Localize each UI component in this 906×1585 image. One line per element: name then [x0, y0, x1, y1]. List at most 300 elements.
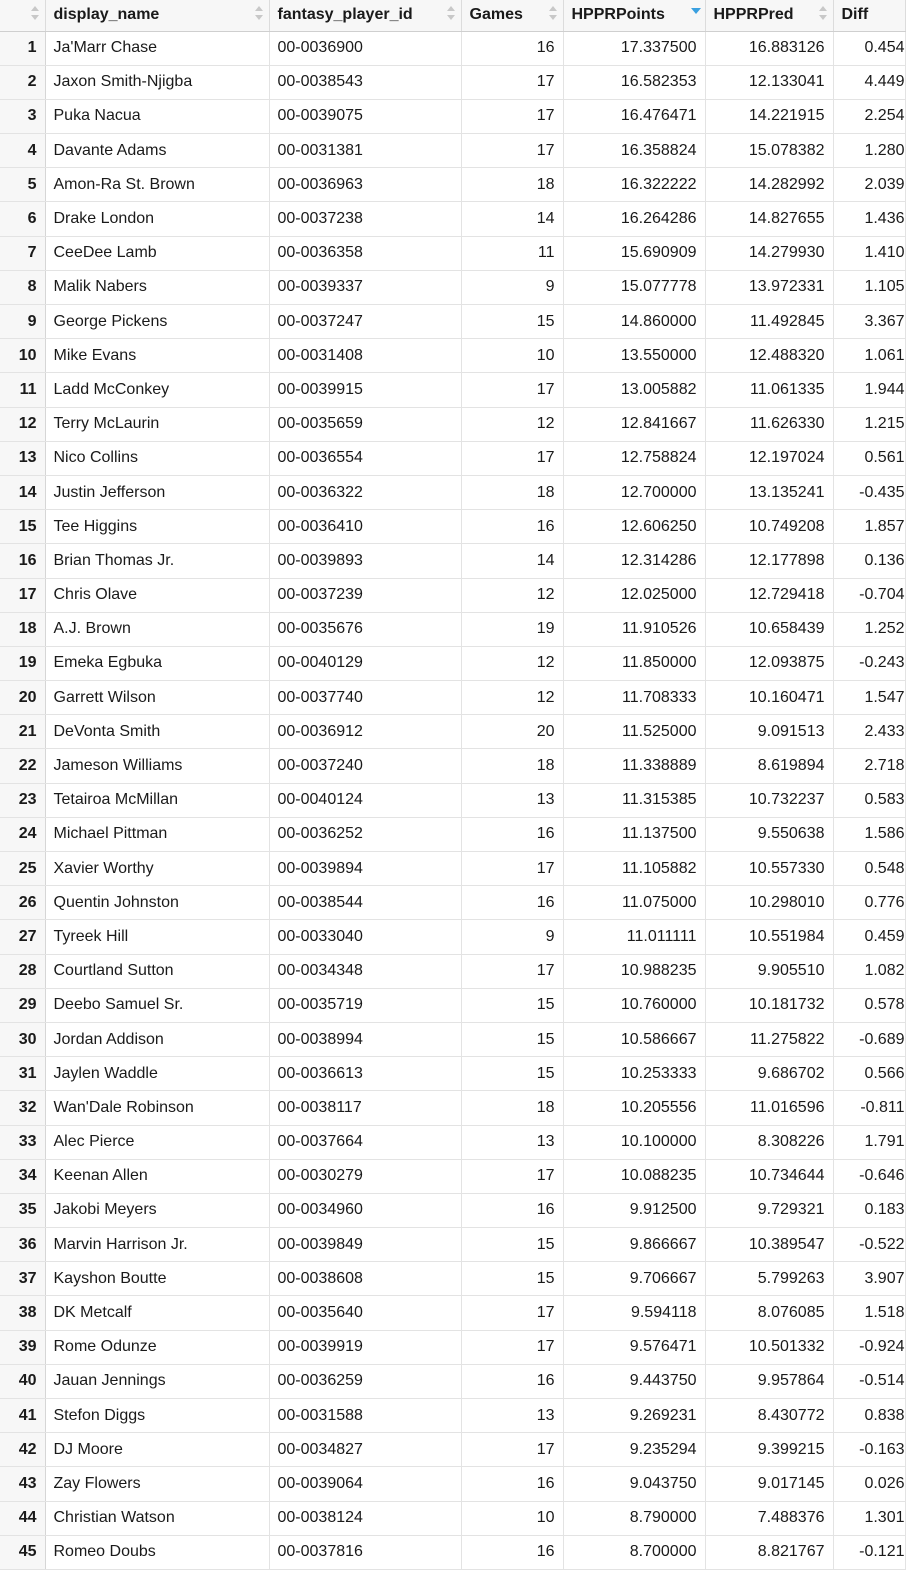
display-name-cell: CeeDee Lamb: [45, 236, 269, 270]
column-header-diff[interactable]: [833, 0, 905, 31]
player-id-cell: 00-0039337: [269, 270, 461, 304]
table-row[interactable]: [0, 954, 905, 988]
hpprpoints-cell: 15.690909: [563, 236, 705, 270]
hpprpoints-cell: 11.105882: [563, 852, 705, 886]
hpprpred-cell: 11.626330: [705, 407, 833, 441]
hpprpoints-cell: 10.253333: [563, 1057, 705, 1091]
diff-cell: 0.838: [833, 1399, 905, 1433]
diff-cell: 0.566: [833, 1057, 905, 1091]
hpprpred-cell: 12.488320: [705, 339, 833, 373]
table-row[interactable]: [0, 1057, 905, 1091]
table-row[interactable]: [0, 134, 905, 168]
diff-cell: 0.776: [833, 886, 905, 920]
table-row[interactable]: [0, 544, 905, 578]
display-name-cell: Amon-Ra St. Brown: [45, 168, 269, 202]
player-id-cell: 00-0040129: [269, 646, 461, 680]
column-header-label: Games: [469, 6, 523, 24]
table-row[interactable]: [0, 305, 905, 339]
display-name-cell: Quentin Johnston: [45, 886, 269, 920]
table-row[interactable]: [0, 339, 905, 373]
hpprpred-cell: 10.181732: [705, 988, 833, 1022]
player-id-cell: 00-0039064: [269, 1467, 461, 1501]
diff-cell: 1.518: [833, 1296, 905, 1330]
table-row[interactable]: [0, 1535, 905, 1569]
table-row[interactable]: [0, 510, 905, 544]
table-row[interactable]: [0, 920, 905, 954]
row-number: 22: [0, 749, 45, 783]
hpprpoints-cell: 9.269231: [563, 1399, 705, 1433]
table-row[interactable]: [0, 1296, 905, 1330]
table-row[interactable]: [0, 715, 905, 749]
row-number: 18: [0, 612, 45, 646]
player-id-cell: 00-0035640: [269, 1296, 461, 1330]
player-id-cell: 00-0036252: [269, 817, 461, 851]
hpprpoints-cell: 12.700000: [563, 475, 705, 509]
row-number: 36: [0, 1228, 45, 1262]
diff-cell: 1.857: [833, 510, 905, 544]
display-name-cell: Davante Adams: [45, 134, 269, 168]
player-id-cell: 00-0040124: [269, 783, 461, 817]
diff-cell: -0.243: [833, 646, 905, 680]
table-row[interactable]: [0, 886, 905, 920]
diff-cell: 0.026: [833, 1467, 905, 1501]
hpprpoints-cell: 9.912500: [563, 1193, 705, 1227]
row-number-header[interactable]: [0, 0, 45, 31]
table-row[interactable]: [0, 202, 905, 236]
hpprpred-cell: 10.557330: [705, 852, 833, 886]
diff-cell: 1.105: [833, 270, 905, 304]
column-header-fantasy-player-id[interactable]: [269, 0, 461, 31]
row-number: 24: [0, 817, 45, 851]
diff-cell: 2.433: [833, 715, 905, 749]
table-header: [0, 0, 905, 31]
player-id-cell: 00-0037238: [269, 202, 461, 236]
row-number: 12: [0, 407, 45, 441]
display-name-cell: Marvin Harrison Jr.: [45, 1228, 269, 1262]
player-id-cell: 00-0034348: [269, 954, 461, 988]
row-number: 30: [0, 1022, 45, 1056]
table-row[interactable]: [0, 1228, 905, 1262]
table-row[interactable]: [0, 373, 905, 407]
table-row[interactable]: [0, 1125, 905, 1159]
hpprpoints-cell: 12.841667: [563, 407, 705, 441]
diff-cell: 3.367: [833, 305, 905, 339]
player-id-cell: 00-0036554: [269, 441, 461, 475]
hpprpred-cell: 9.017145: [705, 1467, 833, 1501]
row-number: 13: [0, 441, 45, 475]
hpprpoints-cell: 11.315385: [563, 783, 705, 817]
display-name-cell: Ja'Marr Chase: [45, 31, 269, 65]
display-name-cell: Chris Olave: [45, 578, 269, 612]
display-name-cell: Nico Collins: [45, 441, 269, 475]
display-name-cell: Tyreek Hill: [45, 920, 269, 954]
row-number: 43: [0, 1467, 45, 1501]
row-number: 44: [0, 1501, 45, 1535]
player-id-cell: 00-0030279: [269, 1159, 461, 1193]
hpprpred-cell: 12.177898: [705, 544, 833, 578]
player-id-cell: 00-0037664: [269, 1125, 461, 1159]
row-number: 4: [0, 134, 45, 168]
games-cell: 17: [461, 954, 563, 988]
display-name-cell: Justin Jefferson: [45, 475, 269, 509]
row-number: 32: [0, 1091, 45, 1125]
sort-icon: [255, 6, 263, 20]
row-number: 35: [0, 1193, 45, 1227]
table-row[interactable]: [0, 65, 905, 99]
games-cell: 19: [461, 612, 563, 646]
player-id-cell: 00-0037816: [269, 1535, 461, 1569]
hpprpoints-cell: 14.860000: [563, 305, 705, 339]
row-number: 19: [0, 646, 45, 680]
diff-cell: -0.924: [833, 1330, 905, 1364]
diff-cell: 1.944: [833, 373, 905, 407]
games-cell: 15: [461, 988, 563, 1022]
column-header-hpprpred[interactable]: [705, 0, 833, 31]
player-id-cell: 00-0038544: [269, 886, 461, 920]
hpprpred-cell: 9.686702: [705, 1057, 833, 1091]
display-name-cell: Jaylen Waddle: [45, 1057, 269, 1091]
hpprpoints-cell: 17.337500: [563, 31, 705, 65]
games-cell: 17: [461, 1159, 563, 1193]
diff-cell: 1.280: [833, 134, 905, 168]
player-id-cell: 00-0035676: [269, 612, 461, 646]
table-row[interactable]: [0, 749, 905, 783]
hpprpoints-cell: 15.077778: [563, 270, 705, 304]
table-row[interactable]: [0, 407, 905, 441]
table-row[interactable]: [0, 852, 905, 886]
diff-cell: 0.459: [833, 920, 905, 954]
hpprpoints-cell: 9.866667: [563, 1228, 705, 1262]
hpprpoints-cell: 9.706667: [563, 1262, 705, 1296]
hpprpred-cell: 10.734644: [705, 1159, 833, 1193]
diff-cell: -0.646: [833, 1159, 905, 1193]
games-cell: 9: [461, 920, 563, 954]
row-number: 26: [0, 886, 45, 920]
hpprpoints-cell: 8.700000: [563, 1535, 705, 1569]
games-cell: 14: [461, 202, 563, 236]
hpprpred-cell: 14.221915: [705, 99, 833, 133]
hpprpred-cell: 14.827655: [705, 202, 833, 236]
table-row[interactable]: [0, 1091, 905, 1125]
table-row[interactable]: [0, 168, 905, 202]
row-number: 33: [0, 1125, 45, 1159]
diff-cell: 1.410: [833, 236, 905, 270]
display-name-cell: Jaxon Smith-Njigba: [45, 65, 269, 99]
diff-cell: 0.578: [833, 988, 905, 1022]
row-number: 39: [0, 1330, 45, 1364]
games-cell: 20: [461, 715, 563, 749]
hpprpred-cell: 10.551984: [705, 920, 833, 954]
games-cell: 16: [461, 1364, 563, 1398]
player-id-cell: 00-0037740: [269, 681, 461, 715]
games-cell: 16: [461, 31, 563, 65]
hpprpoints-cell: 10.088235: [563, 1159, 705, 1193]
diff-cell: 1.586: [833, 817, 905, 851]
player-id-cell: 00-0036410: [269, 510, 461, 544]
diff-cell: 0.548: [833, 852, 905, 886]
hpprpoints-cell: 11.910526: [563, 612, 705, 646]
hpprpred-cell: 8.076085: [705, 1296, 833, 1330]
hpprpoints-cell: 11.137500: [563, 817, 705, 851]
player-id-cell: 00-0038994: [269, 1022, 461, 1056]
diff-cell: 2.039: [833, 168, 905, 202]
table-row[interactable]: [0, 1501, 905, 1535]
player-id-cell: 00-0039075: [269, 99, 461, 133]
display-name-cell: Emeka Egbuka: [45, 646, 269, 680]
hpprpoints-cell: 9.594118: [563, 1296, 705, 1330]
games-cell: 18: [461, 749, 563, 783]
sort-icon: [549, 6, 557, 20]
table-row[interactable]: [0, 681, 905, 715]
games-cell: 17: [461, 441, 563, 475]
player-id-cell: 00-0034960: [269, 1193, 461, 1227]
sort-icon: [819, 6, 827, 20]
player-id-cell: 00-0036963: [269, 168, 461, 202]
display-name-cell: DK Metcalf: [45, 1296, 269, 1330]
player-id-cell: 00-0039893: [269, 544, 461, 578]
display-name-cell: Stefon Diggs: [45, 1399, 269, 1433]
player-id-cell: 00-0036900: [269, 31, 461, 65]
display-name-cell: Deebo Samuel Sr.: [45, 988, 269, 1022]
display-name-cell: Tee Higgins: [45, 510, 269, 544]
games-cell: 17: [461, 99, 563, 133]
row-number: 10: [0, 339, 45, 373]
display-name-cell: Garrett Wilson: [45, 681, 269, 715]
row-number: 38: [0, 1296, 45, 1330]
column-header-display-name[interactable]: [45, 0, 269, 31]
hpprpoints-cell: 16.476471: [563, 99, 705, 133]
diff-cell: 2.254: [833, 99, 905, 133]
player-id-cell: 00-0031381: [269, 134, 461, 168]
hpprpred-cell: 10.658439: [705, 612, 833, 646]
hpprpred-cell: 8.308226: [705, 1125, 833, 1159]
hpprpoints-cell: 12.025000: [563, 578, 705, 612]
diff-cell: 1.252: [833, 612, 905, 646]
hpprpred-cell: 12.197024: [705, 441, 833, 475]
column-header-games[interactable]: [461, 0, 563, 31]
row-number: 9: [0, 305, 45, 339]
games-cell: 13: [461, 783, 563, 817]
table-row[interactable]: [0, 1193, 905, 1227]
sort-descending-icon: [691, 6, 699, 20]
row-number: 41: [0, 1399, 45, 1433]
table-body: [0, 31, 905, 1569]
games-cell: 12: [461, 407, 563, 441]
display-name-cell: Mike Evans: [45, 339, 269, 373]
diff-cell: 1.791: [833, 1125, 905, 1159]
table-row[interactable]: [0, 1262, 905, 1296]
games-cell: 16: [461, 817, 563, 851]
diff-cell: 0.136: [833, 544, 905, 578]
table-row[interactable]: [0, 578, 905, 612]
row-number: 29: [0, 988, 45, 1022]
diff-cell: -0.522: [833, 1228, 905, 1262]
table-row[interactable]: [0, 31, 905, 65]
hpprpred-cell: 12.729418: [705, 578, 833, 612]
games-cell: 17: [461, 134, 563, 168]
hpprpred-cell: 9.550638: [705, 817, 833, 851]
hpprpoints-cell: 11.708333: [563, 681, 705, 715]
row-number: 17: [0, 578, 45, 612]
row-number: 25: [0, 852, 45, 886]
games-cell: 16: [461, 510, 563, 544]
table-row[interactable]: [0, 646, 905, 680]
table-row[interactable]: [0, 1399, 905, 1433]
display-name-cell: Rome Odunze: [45, 1330, 269, 1364]
player-id-cell: 00-0036613: [269, 1057, 461, 1091]
row-number: 16: [0, 544, 45, 578]
hpprpred-cell: 16.883126: [705, 31, 833, 65]
hpprpoints-cell: 11.338889: [563, 749, 705, 783]
hpprpred-cell: 8.619894: [705, 749, 833, 783]
display-name-cell: Terry McLaurin: [45, 407, 269, 441]
row-number: 45: [0, 1535, 45, 1569]
hpprpred-cell: 9.091513: [705, 715, 833, 749]
table-row[interactable]: [0, 817, 905, 851]
diff-cell: 4.449: [833, 65, 905, 99]
hpprpred-cell: 5.799263: [705, 1262, 833, 1296]
diff-cell: 3.907: [833, 1262, 905, 1296]
hpprpred-cell: 10.389547: [705, 1228, 833, 1262]
games-cell: 10: [461, 339, 563, 373]
games-cell: 12: [461, 578, 563, 612]
column-header-label: HPPRPoints: [571, 6, 665, 24]
diff-cell: 0.561: [833, 441, 905, 475]
table-row[interactable]: [0, 99, 905, 133]
display-name-cell: Kayshon Boutte: [45, 1262, 269, 1296]
games-cell: 17: [461, 1330, 563, 1364]
player-id-cell: 00-0035659: [269, 407, 461, 441]
column-header-label: HPPRPred: [713, 6, 794, 24]
games-cell: 14: [461, 544, 563, 578]
column-header-hpprpoints[interactable]: [563, 0, 705, 31]
player-id-cell: 00-0039894: [269, 852, 461, 886]
player-id-cell: 00-0036259: [269, 1364, 461, 1398]
games-cell: 17: [461, 373, 563, 407]
diff-cell: 1.082: [833, 954, 905, 988]
row-number: 1: [0, 31, 45, 65]
hpprpred-cell: 10.501332: [705, 1330, 833, 1364]
hpprpred-cell: 9.399215: [705, 1433, 833, 1467]
table-row[interactable]: [0, 988, 905, 1022]
table-row[interactable]: [0, 1433, 905, 1467]
row-number: 14: [0, 475, 45, 509]
games-cell: 17: [461, 65, 563, 99]
hpprpred-cell: 10.732237: [705, 783, 833, 817]
hpprpoints-cell: 11.011111: [563, 920, 705, 954]
display-name-cell: Ladd McConkey: [45, 373, 269, 407]
table-row[interactable]: [0, 612, 905, 646]
games-cell: 15: [461, 1228, 563, 1262]
hpprpred-cell: 10.749208: [705, 510, 833, 544]
row-number: 40: [0, 1364, 45, 1398]
hpprpoints-cell: 9.443750: [563, 1364, 705, 1398]
row-number: 37: [0, 1262, 45, 1296]
column-header-label: display_name: [53, 6, 160, 24]
sort-icon: [31, 6, 39, 20]
games-cell: 9: [461, 270, 563, 304]
player-id-cell: 00-0031588: [269, 1399, 461, 1433]
hpprpred-cell: 11.016596: [705, 1091, 833, 1125]
header-row: [0, 0, 905, 31]
diff-cell: -0.435: [833, 475, 905, 509]
games-cell: 17: [461, 1433, 563, 1467]
hpprpred-cell: 11.061335: [705, 373, 833, 407]
table-row[interactable]: [0, 783, 905, 817]
games-cell: 18: [461, 475, 563, 509]
games-cell: 18: [461, 168, 563, 202]
diff-cell: 0.183: [833, 1193, 905, 1227]
games-cell: 17: [461, 852, 563, 886]
row-number: 27: [0, 920, 45, 954]
games-cell: 16: [461, 1193, 563, 1227]
table-row[interactable]: [0, 1467, 905, 1501]
table-row[interactable]: [0, 1159, 905, 1193]
hpprpoints-cell: 10.988235: [563, 954, 705, 988]
row-number: 31: [0, 1057, 45, 1091]
table-row[interactable]: [0, 1022, 905, 1056]
player-id-cell: 00-0031408: [269, 339, 461, 373]
diff-cell: 1.436: [833, 202, 905, 236]
table-row[interactable]: [0, 1330, 905, 1364]
games-cell: 10: [461, 1501, 563, 1535]
hpprpoints-cell: 12.758824: [563, 441, 705, 475]
diff-cell: -0.811: [833, 1091, 905, 1125]
display-name-cell: Zay Flowers: [45, 1467, 269, 1501]
row-number: 5: [0, 168, 45, 202]
diff-cell: 1.215: [833, 407, 905, 441]
hpprpoints-cell: 12.314286: [563, 544, 705, 578]
display-name-cell: Drake London: [45, 202, 269, 236]
hpprpoints-cell: 16.322222: [563, 168, 705, 202]
hpprpoints-cell: 9.235294: [563, 1433, 705, 1467]
player-id-cell: 00-0036322: [269, 475, 461, 509]
table-row[interactable]: [0, 441, 905, 475]
row-number: 2: [0, 65, 45, 99]
diff-cell: -0.514: [833, 1364, 905, 1398]
table-row[interactable]: [0, 475, 905, 509]
games-cell: 17: [461, 1296, 563, 1330]
player-id-cell: 00-0038543: [269, 65, 461, 99]
player-id-cell: 00-0037239: [269, 578, 461, 612]
hpprpred-cell: 11.275822: [705, 1022, 833, 1056]
display-name-cell: Jordan Addison: [45, 1022, 269, 1056]
player-id-cell: 00-0037240: [269, 749, 461, 783]
display-name-cell: Brian Thomas Jr.: [45, 544, 269, 578]
games-cell: 15: [461, 1057, 563, 1091]
player-id-cell: 00-0038117: [269, 1091, 461, 1125]
hpprpoints-cell: 16.582353: [563, 65, 705, 99]
hpprpoints-cell: 10.760000: [563, 988, 705, 1022]
hpprpoints-cell: 10.205556: [563, 1091, 705, 1125]
table-row[interactable]: [0, 1364, 905, 1398]
hpprpoints-cell: 11.075000: [563, 886, 705, 920]
hpprpoints-cell: 16.358824: [563, 134, 705, 168]
table-row[interactable]: [0, 236, 905, 270]
hpprpred-cell: 7.488376: [705, 1501, 833, 1535]
games-cell: 12: [461, 681, 563, 715]
games-cell: 18: [461, 1091, 563, 1125]
player-id-cell: 00-0036358: [269, 236, 461, 270]
games-cell: 16: [461, 886, 563, 920]
hpprpred-cell: 13.972331: [705, 270, 833, 304]
row-number: 21: [0, 715, 45, 749]
row-number: 8: [0, 270, 45, 304]
player-id-cell: 00-0037247: [269, 305, 461, 339]
table-row[interactable]: [0, 270, 905, 304]
column-header-label: fantasy_player_id: [277, 6, 413, 24]
display-name-cell: Xavier Worthy: [45, 852, 269, 886]
